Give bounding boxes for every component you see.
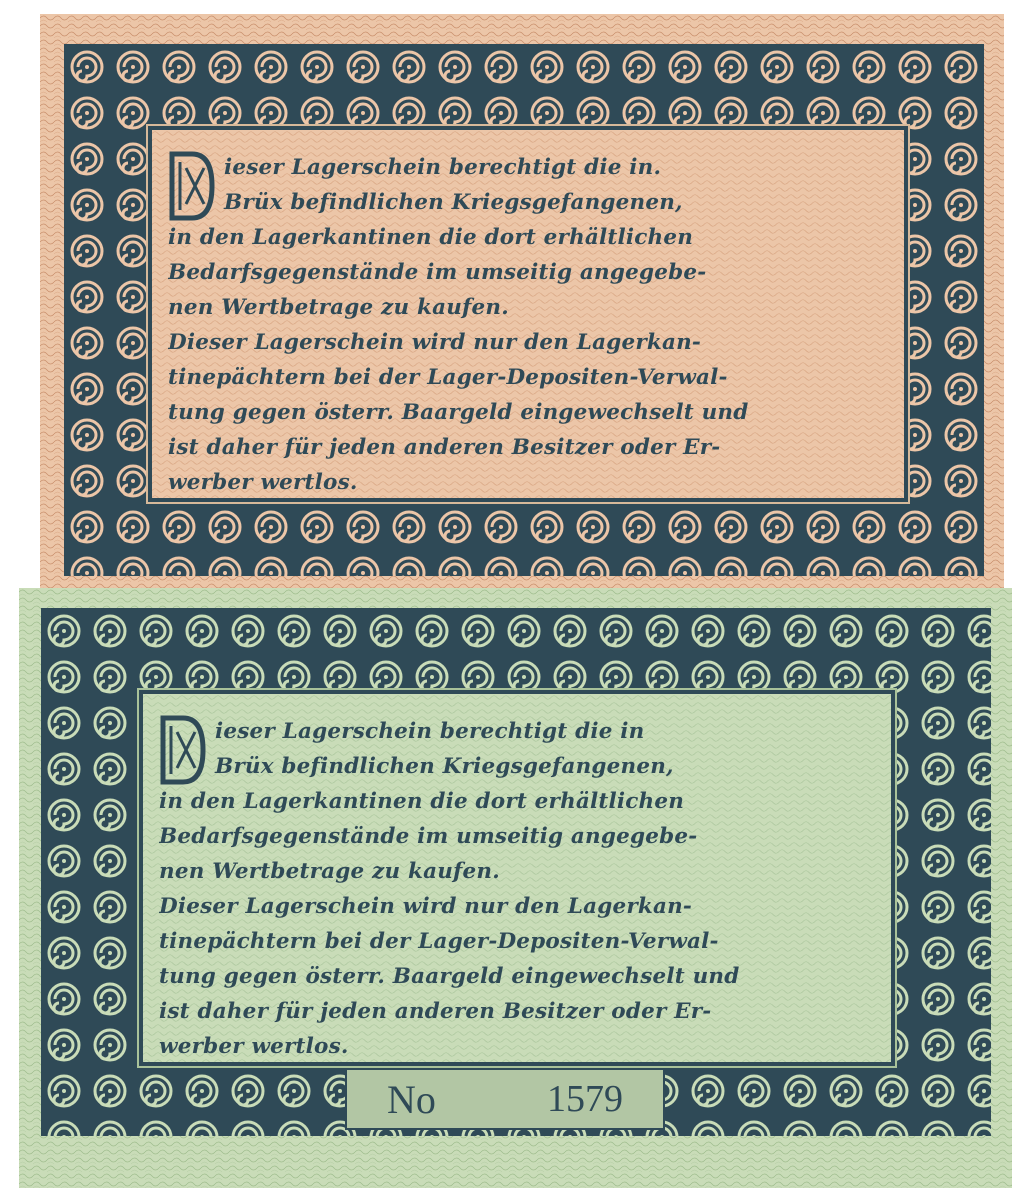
text-line: Brüx befindlichen Kriegsgefangenen, — [215, 754, 674, 779]
text-line: tinepächtern bei der Lager-Depositen-Verwal- — [168, 365, 728, 390]
text-line: tinepächtern bei der Lager-Depositen-Verwal- — [159, 929, 719, 954]
note-text-top — [168, 150, 888, 495]
text-panel-bottom — [139, 690, 895, 1066]
serial-label: No — [387, 1076, 436, 1122]
text-line: Bedarfsgegenstände im umseitig angegebe- — [168, 260, 707, 285]
text-line: werber wertlos. — [168, 470, 358, 495]
text-line: ieser Lagerschein berechtigt die in. — [224, 155, 662, 180]
text-line: nen Wertbetrage zu kaufen. — [159, 859, 500, 884]
ornamental-initial-D-icon — [159, 714, 207, 786]
note-text-bottom — [159, 714, 875, 1059]
ornamental-initial-D-icon — [168, 150, 216, 222]
text-line: ist daher für jeden anderen Besitzer oder Er- — [168, 435, 721, 460]
text-line: tung gegen österr. Baargeld eingewechselt und — [168, 400, 749, 425]
text-line: in den Lagerkantinen die dort erhältlichen — [168, 225, 694, 250]
serial-number: 1579 — [547, 1078, 623, 1120]
text-line: Brüx befindlichen Kriegsgefangenen, — [224, 190, 683, 215]
lagerschein-bottom — [19, 588, 1012, 1188]
text-line: ieser Lagerschein berechtigt die in — [215, 719, 645, 744]
lagerschein-top — [40, 14, 1004, 588]
text-line: werber wertlos. — [159, 1034, 349, 1059]
text-line: Dieser Lagerschein wird nur den Lagerkan- — [159, 894, 693, 919]
text-line: Dieser Lagerschein wird nur den Lagerkan- — [168, 330, 702, 355]
text-line: nen Wertbetrage zu kaufen. — [168, 295, 509, 320]
text-line: Bedarfsgegenstände im umseitig angegebe- — [159, 824, 698, 849]
text-line: in den Lagerkantinen die dort erhältlichen — [159, 789, 685, 814]
text-panel-top — [148, 126, 908, 502]
serial-number-box — [345, 1068, 665, 1130]
text-line: tung gegen österr. Baargeld eingewechselt und — [159, 964, 740, 989]
text-line: ist daher für jeden anderen Besitzer oder Er- — [159, 999, 712, 1024]
